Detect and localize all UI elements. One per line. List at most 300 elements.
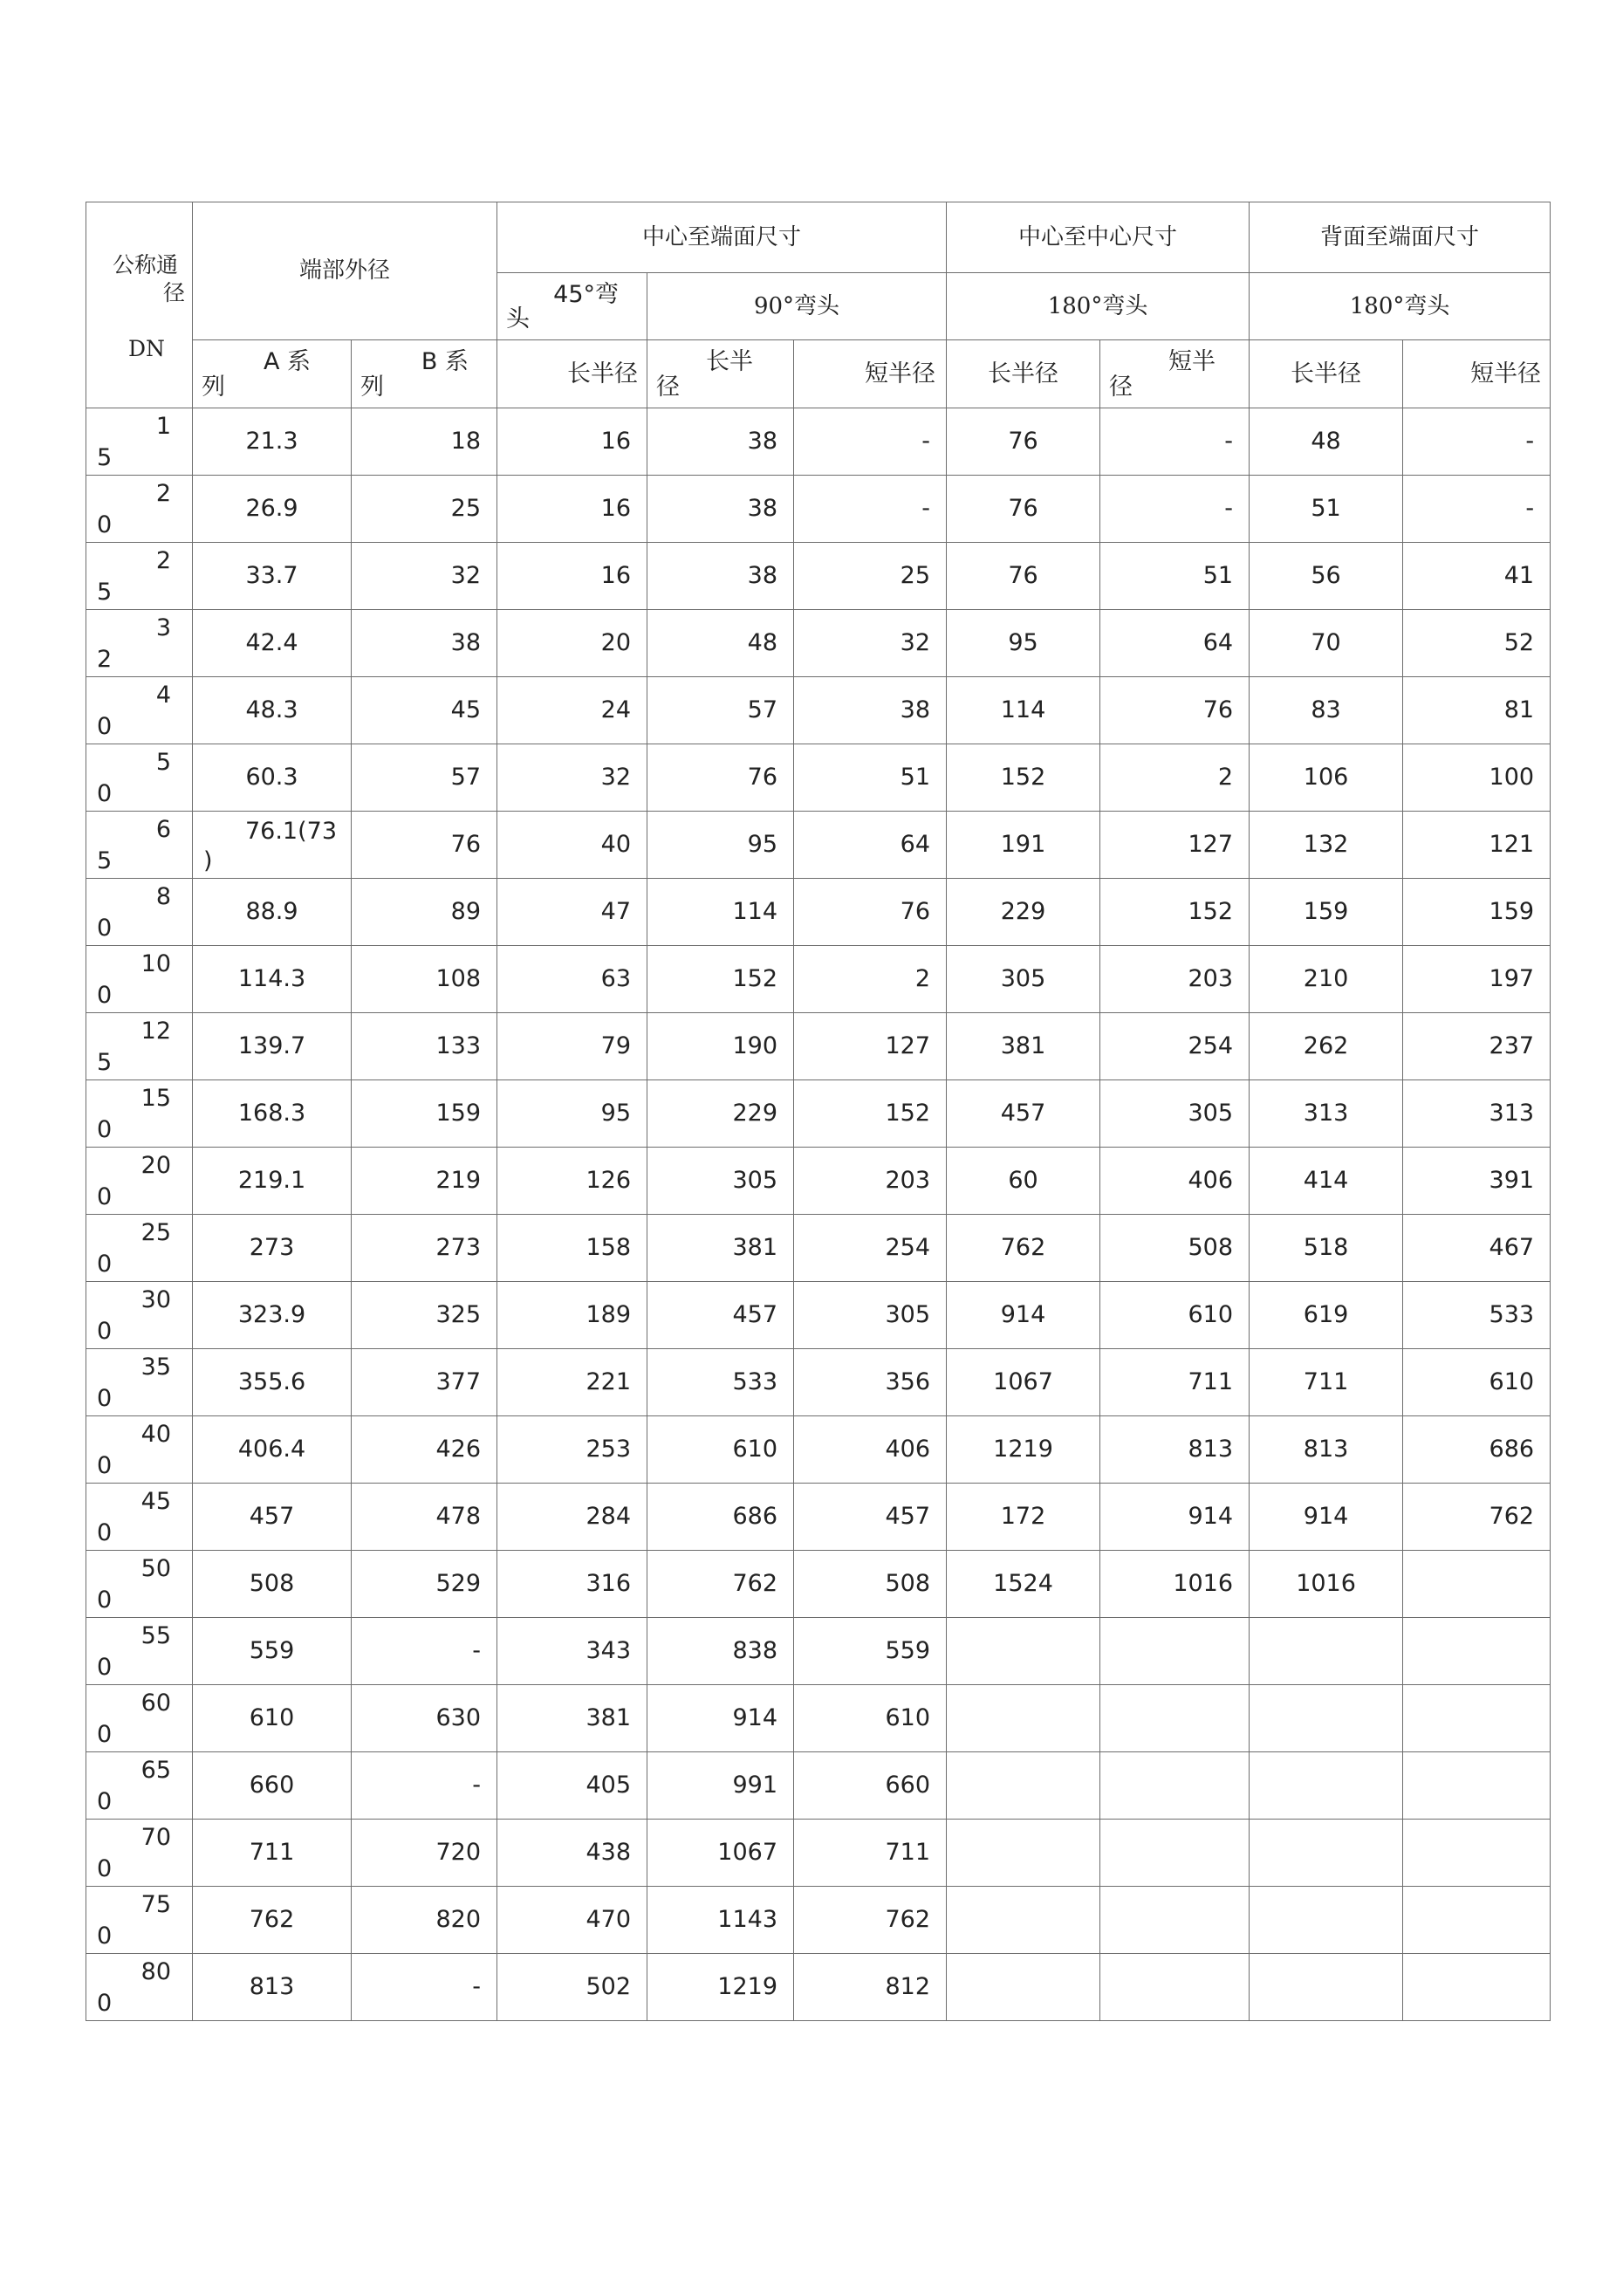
be-short-cell: 41 bbox=[1403, 543, 1551, 610]
dn-cell bbox=[86, 1349, 193, 1416]
elbow90-long-cell: 38 bbox=[647, 543, 794, 610]
dn-cell-bottom: 0 bbox=[97, 982, 113, 1010]
cc-long-cell bbox=[947, 1887, 1100, 1954]
center-to-center-header: 中心至中心尺寸 bbox=[947, 202, 1250, 273]
cc-short-cell: 152 bbox=[1100, 879, 1250, 946]
elbow45-long-cell: 40 bbox=[497, 812, 647, 879]
series-b-cell: 325 bbox=[352, 1282, 497, 1349]
be-long-cell bbox=[1250, 1685, 1403, 1752]
series-a-cell: 168.3 bbox=[193, 1080, 352, 1148]
long-radius-180cc-header: 长半径 bbox=[947, 340, 1100, 408]
cc-short-cell: 127 bbox=[1100, 812, 1250, 879]
dn-cell-bottom: 0 bbox=[97, 1788, 113, 1816]
dn-cell bbox=[86, 1013, 193, 1080]
elbow45-header-top: 45°弯 bbox=[553, 281, 620, 308]
cc-long-cell: 152 bbox=[947, 744, 1100, 812]
elbow90-short-cell: 305 bbox=[794, 1282, 947, 1349]
elbow90-short-cell: 38 bbox=[794, 677, 947, 744]
series-a-cell: 762 bbox=[193, 1887, 352, 1954]
dn-header-line1: 公称通 bbox=[113, 252, 179, 278]
elbow45-long-cell: 405 bbox=[497, 1752, 647, 1820]
table-row bbox=[86, 1349, 1551, 1416]
long-radius-180be-header: 长半径 bbox=[1250, 340, 1403, 408]
dn-cell bbox=[86, 610, 193, 677]
dn-cell-top: 4 bbox=[155, 682, 171, 709]
cc-short-cell: - bbox=[1100, 476, 1250, 543]
series-b-cell: 133 bbox=[352, 1013, 497, 1080]
elbow45-long-cell: 158 bbox=[497, 1215, 647, 1282]
series-b-cell: 273 bbox=[352, 1215, 497, 1282]
series-a-header bbox=[193, 340, 352, 408]
dn-cell-top: 65 bbox=[140, 1757, 171, 1784]
table-row bbox=[86, 1685, 1551, 1752]
be-long-cell bbox=[1250, 1618, 1403, 1685]
short-radius-180cc-header bbox=[1100, 340, 1250, 408]
dn-cell-bottom: 0 bbox=[97, 1922, 113, 1950]
elbow90-long-cell: 991 bbox=[647, 1752, 794, 1820]
table-row bbox=[86, 1752, 1551, 1820]
series-a-cell: 139.7 bbox=[193, 1013, 352, 1080]
be-short-cell: 610 bbox=[1403, 1349, 1551, 1416]
dn-cell-top: 40 bbox=[140, 1421, 171, 1448]
dn-cell-top: 75 bbox=[140, 1891, 171, 1918]
be-short-cell bbox=[1403, 1551, 1551, 1618]
table-row bbox=[86, 408, 1551, 476]
elbow180-be-header: 180°弯头 bbox=[1250, 273, 1551, 340]
dn-cell-bottom: 0 bbox=[97, 1183, 113, 1211]
cc-short-cell: 711 bbox=[1100, 1349, 1250, 1416]
short-radius-180cc-header-bottom: 径 bbox=[1109, 374, 1133, 401]
series-a-cell: 711 bbox=[193, 1820, 352, 1887]
elbow45-long-cell: 20 bbox=[497, 610, 647, 677]
dn-cell bbox=[86, 677, 193, 744]
elbow90-long-cell: 610 bbox=[647, 1416, 794, 1484]
series-a-cell: 559 bbox=[193, 1618, 352, 1685]
elbow90-short-cell: 25 bbox=[794, 543, 947, 610]
elbow90-long-cell: 152 bbox=[647, 946, 794, 1013]
series-b-cell: 18 bbox=[352, 408, 497, 476]
be-long-cell: 619 bbox=[1250, 1282, 1403, 1349]
cc-short-cell bbox=[1100, 1618, 1250, 1685]
cc-short-cell: 610 bbox=[1100, 1282, 1250, 1349]
be-long-cell: 51 bbox=[1250, 476, 1403, 543]
elbow90-short-cell: 711 bbox=[794, 1820, 947, 1887]
elbow90-short-cell: 762 bbox=[794, 1887, 947, 1954]
cc-short-cell: 203 bbox=[1100, 946, 1250, 1013]
elbow90-short-cell: 660 bbox=[794, 1752, 947, 1820]
cc-short-cell bbox=[1100, 1820, 1250, 1887]
dn-cell-bottom: 0 bbox=[97, 1452, 113, 1480]
series-a-cell: 114.3 bbox=[193, 946, 352, 1013]
cc-long-cell: 762 bbox=[947, 1215, 1100, 1282]
dn-cell-bottom: 0 bbox=[97, 780, 113, 808]
elbow90-long-cell: 1067 bbox=[647, 1820, 794, 1887]
dn-cell-bottom: 5 bbox=[97, 579, 113, 607]
dn-cell-top: 8 bbox=[155, 883, 171, 910]
dn-cell-top: 55 bbox=[140, 1622, 171, 1649]
elbow90-long-cell: 762 bbox=[647, 1551, 794, 1618]
cc-short-cell: 406 bbox=[1100, 1148, 1250, 1215]
be-short-cell: 686 bbox=[1403, 1416, 1551, 1484]
elbow90-short-cell: 356 bbox=[794, 1349, 947, 1416]
dn-cell bbox=[86, 543, 193, 610]
series-b-cell: 529 bbox=[352, 1551, 497, 1618]
dn-cell-top: 10 bbox=[140, 950, 171, 977]
elbow45-long-cell: 189 bbox=[497, 1282, 647, 1349]
table-row bbox=[86, 812, 1551, 879]
table-row bbox=[86, 1416, 1551, 1484]
series-b-cell: 45 bbox=[352, 677, 497, 744]
cc-short-cell: - bbox=[1100, 408, 1250, 476]
dn-cell bbox=[86, 744, 193, 812]
dn-cell bbox=[86, 408, 193, 476]
cc-long-cell: 191 bbox=[947, 812, 1100, 879]
dn-cell-top: 30 bbox=[140, 1286, 171, 1313]
cc-short-cell: 76 bbox=[1100, 677, 1250, 744]
elbow90-long-cell: 57 bbox=[647, 677, 794, 744]
cc-long-cell: 172 bbox=[947, 1484, 1100, 1551]
be-long-cell bbox=[1250, 1752, 1403, 1820]
cc-long-cell: 95 bbox=[947, 610, 1100, 677]
cc-short-cell bbox=[1100, 1685, 1250, 1752]
elbow90-long-cell: 686 bbox=[647, 1484, 794, 1551]
dn-cell bbox=[86, 476, 193, 543]
table-row bbox=[86, 543, 1551, 610]
series-b-header-top: B 系 bbox=[421, 348, 469, 375]
outer-diameter-header: 端部外径 bbox=[193, 202, 497, 340]
dn-cell bbox=[86, 1215, 193, 1282]
series-b-cell: 377 bbox=[352, 1349, 497, 1416]
dn-cell bbox=[86, 946, 193, 1013]
long-radius-90-header-top: 长半 bbox=[706, 348, 754, 375]
dn-cell-bottom: 0 bbox=[97, 1654, 113, 1682]
series-b-cell: 108 bbox=[352, 946, 497, 1013]
dn-cell-top: 5 bbox=[155, 749, 171, 776]
series-b-cell: 478 bbox=[352, 1484, 497, 1551]
elbow45-long-cell: 16 bbox=[497, 543, 647, 610]
series-b-cell: - bbox=[352, 1954, 497, 2021]
cc-long-cell: 114 bbox=[947, 677, 1100, 744]
cc-long-cell bbox=[947, 1685, 1100, 1752]
dn-cell-top: 15 bbox=[140, 1085, 171, 1112]
dn-cell bbox=[86, 1416, 193, 1484]
table-row bbox=[86, 946, 1551, 1013]
dn-cell bbox=[86, 1618, 193, 1685]
be-short-cell bbox=[1403, 1685, 1551, 1752]
elbow90-short-cell: 559 bbox=[794, 1618, 947, 1685]
dn-cell-bottom: 0 bbox=[97, 1318, 113, 1346]
elbow45-long-cell: 79 bbox=[497, 1013, 647, 1080]
elbow45-long-cell: 381 bbox=[497, 1685, 647, 1752]
dn-cell-top: 12 bbox=[140, 1018, 171, 1045]
elbow-dimension-table bbox=[86, 202, 1551, 2021]
dn-cell bbox=[86, 1752, 193, 1820]
series-a-cell: 273 bbox=[193, 1215, 352, 1282]
dn-cell-top: 2 bbox=[155, 547, 171, 574]
elbow90-short-cell: 610 bbox=[794, 1685, 947, 1752]
dn-cell bbox=[86, 1484, 193, 1551]
elbow45-long-cell: 316 bbox=[497, 1551, 647, 1618]
series-b-cell: 159 bbox=[352, 1080, 497, 1148]
elbow45-long-cell: 343 bbox=[497, 1618, 647, 1685]
cc-long-cell: 60 bbox=[947, 1148, 1100, 1215]
dn-cell-bottom: 0 bbox=[97, 1855, 113, 1883]
series-a-cell bbox=[193, 812, 352, 879]
series-b-cell: - bbox=[352, 1752, 497, 1820]
elbow45-long-cell: 47 bbox=[497, 879, 647, 946]
elbow45-long-cell: 24 bbox=[497, 677, 647, 744]
dn-cell bbox=[86, 812, 193, 879]
table-row bbox=[86, 1820, 1551, 1887]
dn-cell bbox=[86, 1954, 193, 2021]
be-long-cell: 48 bbox=[1250, 408, 1403, 476]
dn-header-line3: DN bbox=[128, 336, 165, 361]
cc-long-cell: 1067 bbox=[947, 1349, 1100, 1416]
dn-cell-top: 20 bbox=[140, 1152, 171, 1179]
cc-short-cell: 51 bbox=[1100, 543, 1250, 610]
cc-short-cell: 64 bbox=[1100, 610, 1250, 677]
elbow90-short-cell: 64 bbox=[794, 812, 947, 879]
series-a-cell: 88.9 bbox=[193, 879, 352, 946]
elbow90-short-cell: 812 bbox=[794, 1954, 947, 2021]
elbow90-long-cell: 76 bbox=[647, 744, 794, 812]
be-long-cell: 159 bbox=[1250, 879, 1403, 946]
cc-short-cell: 254 bbox=[1100, 1013, 1250, 1080]
elbow45-long-cell: 221 bbox=[497, 1349, 647, 1416]
dn-cell-bottom: 0 bbox=[97, 511, 113, 539]
elbow90-long-cell: 305 bbox=[647, 1148, 794, 1215]
be-short-cell bbox=[1403, 1954, 1551, 2021]
series-a-cell: 48.3 bbox=[193, 677, 352, 744]
table-row bbox=[86, 1215, 1551, 1282]
elbow90-header: 90°弯头 bbox=[647, 273, 947, 340]
be-short-cell: 197 bbox=[1403, 946, 1551, 1013]
elbow45-long-cell: 502 bbox=[497, 1954, 647, 2021]
be-long-cell: 313 bbox=[1250, 1080, 1403, 1148]
cc-short-cell bbox=[1100, 1887, 1250, 1954]
be-short-cell bbox=[1403, 1752, 1551, 1820]
be-long-cell: 1016 bbox=[1250, 1551, 1403, 1618]
elbow45-header bbox=[497, 273, 647, 340]
dn-cell-bottom: 0 bbox=[97, 915, 113, 942]
elbow45-long-cell: 16 bbox=[497, 408, 647, 476]
be-long-cell: 813 bbox=[1250, 1416, 1403, 1484]
series-a-cell-bottom: ) bbox=[203, 847, 213, 875]
table-row bbox=[86, 1282, 1551, 1349]
table-row bbox=[86, 1080, 1551, 1148]
series-b-cell: 57 bbox=[352, 744, 497, 812]
elbow45-long-cell: 126 bbox=[497, 1148, 647, 1215]
dn-cell-top: 35 bbox=[140, 1354, 171, 1381]
dn-cell-bottom: 0 bbox=[97, 1519, 113, 1547]
be-short-cell: - bbox=[1403, 476, 1551, 543]
dn-cell bbox=[86, 1820, 193, 1887]
be-long-cell: 711 bbox=[1250, 1349, 1403, 1416]
cc-short-cell: 1016 bbox=[1100, 1551, 1250, 1618]
elbow90-short-cell: 51 bbox=[794, 744, 947, 812]
short-radius-90-header: 短半径 bbox=[794, 340, 947, 408]
series-b-cell: - bbox=[352, 1618, 497, 1685]
dn-cell-bottom: 0 bbox=[97, 1587, 113, 1614]
be-long-cell: 518 bbox=[1250, 1215, 1403, 1282]
be-long-cell: 56 bbox=[1250, 543, 1403, 610]
cc-long-cell: 1524 bbox=[947, 1551, 1100, 1618]
cc-long-cell: 76 bbox=[947, 408, 1100, 476]
be-short-cell: 121 bbox=[1403, 812, 1551, 879]
elbow90-long-cell: 229 bbox=[647, 1080, 794, 1148]
dn-cell-bottom: 0 bbox=[97, 1721, 113, 1749]
center-to-end-header: 中心至端面尺寸 bbox=[497, 202, 947, 273]
elbow45-long-cell: 32 bbox=[497, 744, 647, 812]
series-a-cell: 610 bbox=[193, 1685, 352, 1752]
elbow45-long-cell: 63 bbox=[497, 946, 647, 1013]
elbow90-short-cell: 203 bbox=[794, 1148, 947, 1215]
cc-short-cell: 813 bbox=[1100, 1416, 1250, 1484]
dn-cell bbox=[86, 1887, 193, 1954]
be-short-cell: 467 bbox=[1403, 1215, 1551, 1282]
be-short-cell bbox=[1403, 1820, 1551, 1887]
dn-cell bbox=[86, 1080, 193, 1148]
elbow90-long-cell: 1143 bbox=[647, 1887, 794, 1954]
elbow45-header-bottom: 头 bbox=[506, 305, 531, 333]
table-row bbox=[86, 1484, 1551, 1551]
dn-cell-bottom: 5 bbox=[97, 847, 113, 875]
series-a-cell: 323.9 bbox=[193, 1282, 352, 1349]
dn-cell-top: 6 bbox=[155, 816, 171, 843]
dn-cell-top: 1 bbox=[155, 413, 171, 440]
cc-long-cell: 914 bbox=[947, 1282, 1100, 1349]
elbow180-cc-header: 180°弯头 bbox=[947, 273, 1250, 340]
series-b-cell: 89 bbox=[352, 879, 497, 946]
table-row bbox=[86, 1148, 1551, 1215]
cc-short-cell bbox=[1100, 1752, 1250, 1820]
dn-cell-top: 60 bbox=[140, 1689, 171, 1717]
elbow90-long-cell: 381 bbox=[647, 1215, 794, 1282]
dn-cell-top: 45 bbox=[140, 1488, 171, 1515]
series-a-cell-top: 76.1(73 bbox=[244, 818, 337, 845]
series-a-cell: 42.4 bbox=[193, 610, 352, 677]
elbow45-long-cell: 438 bbox=[497, 1820, 647, 1887]
table-row bbox=[86, 1551, 1551, 1618]
series-a-cell: 660 bbox=[193, 1752, 352, 1820]
table-row bbox=[86, 744, 1551, 812]
be-long-cell: 262 bbox=[1250, 1013, 1403, 1080]
series-b-cell: 38 bbox=[352, 610, 497, 677]
cc-long-cell: 76 bbox=[947, 543, 1100, 610]
elbow90-long-cell: 838 bbox=[647, 1618, 794, 1685]
be-long-cell: 132 bbox=[1250, 812, 1403, 879]
dn-cell-bottom: 0 bbox=[97, 1116, 113, 1144]
cc-long-cell: 76 bbox=[947, 476, 1100, 543]
cc-long-cell: 229 bbox=[947, 879, 1100, 946]
table-row bbox=[86, 1954, 1551, 2021]
cc-long-cell bbox=[947, 1618, 1100, 1685]
series-a-cell: 355.6 bbox=[193, 1349, 352, 1416]
dn-cell-top: 25 bbox=[140, 1219, 171, 1246]
elbow90-short-cell: 406 bbox=[794, 1416, 947, 1484]
table-row bbox=[86, 476, 1551, 543]
be-short-cell: 52 bbox=[1403, 610, 1551, 677]
cc-long-cell: 457 bbox=[947, 1080, 1100, 1148]
be-short-cell: 762 bbox=[1403, 1484, 1551, 1551]
table-row bbox=[86, 1618, 1551, 1685]
table-row bbox=[86, 879, 1551, 946]
series-b-cell: 32 bbox=[352, 543, 497, 610]
elbow90-short-cell: - bbox=[794, 476, 947, 543]
long-radius-90-header-bottom: 径 bbox=[656, 374, 681, 401]
elbow90-long-cell: 914 bbox=[647, 1685, 794, 1752]
dn-cell-top: 80 bbox=[140, 1958, 171, 1985]
elbow90-short-cell: 2 bbox=[794, 946, 947, 1013]
series-a-header-top: A 系 bbox=[263, 348, 311, 375]
be-short-cell: 81 bbox=[1403, 677, 1551, 744]
be-short-cell: 313 bbox=[1403, 1080, 1551, 1148]
elbow45-long-cell: 16 bbox=[497, 476, 647, 543]
be-short-cell: 100 bbox=[1403, 744, 1551, 812]
dn-cell-bottom: 5 bbox=[97, 1049, 113, 1077]
elbow90-short-cell: 457 bbox=[794, 1484, 947, 1551]
dn-cell bbox=[86, 1148, 193, 1215]
be-short-cell: 159 bbox=[1403, 879, 1551, 946]
dn-header bbox=[86, 202, 193, 408]
dn-cell-bottom: 0 bbox=[97, 713, 113, 741]
series-b-cell: 820 bbox=[352, 1887, 497, 1954]
elbow90-short-cell: 32 bbox=[794, 610, 947, 677]
dn-cell-bottom: 0 bbox=[97, 1990, 113, 2018]
dn-cell-bottom: 5 bbox=[97, 444, 113, 472]
cc-short-cell: 508 bbox=[1100, 1215, 1250, 1282]
series-a-cell: 60.3 bbox=[193, 744, 352, 812]
elbow90-long-cell: 38 bbox=[647, 476, 794, 543]
elbow90-long-cell: 38 bbox=[647, 408, 794, 476]
dn-cell-top: 2 bbox=[155, 480, 171, 507]
dn-cell bbox=[86, 1551, 193, 1618]
elbow90-long-cell: 190 bbox=[647, 1013, 794, 1080]
be-long-cell: 70 bbox=[1250, 610, 1403, 677]
be-short-cell: 391 bbox=[1403, 1148, 1551, 1215]
cc-long-cell: 305 bbox=[947, 946, 1100, 1013]
short-radius-180be-header: 短半径 bbox=[1403, 340, 1551, 408]
elbow90-short-cell: 127 bbox=[794, 1013, 947, 1080]
dn-cell-bottom: 0 bbox=[97, 1251, 113, 1278]
dn-cell-bottom: 0 bbox=[97, 1385, 113, 1413]
be-short-cell: 533 bbox=[1403, 1282, 1551, 1349]
be-short-cell: 237 bbox=[1403, 1013, 1551, 1080]
elbow45-long-cell: 95 bbox=[497, 1080, 647, 1148]
series-a-cell: 813 bbox=[193, 1954, 352, 2021]
back-to-end-header: 背面至端面尺寸 bbox=[1250, 202, 1551, 273]
elbow90-short-cell: 254 bbox=[794, 1215, 947, 1282]
elbow90-long-cell: 114 bbox=[647, 879, 794, 946]
be-long-cell: 414 bbox=[1250, 1148, 1403, 1215]
series-b-cell: 219 bbox=[352, 1148, 497, 1215]
elbow90-short-cell: - bbox=[794, 408, 947, 476]
be-short-cell bbox=[1403, 1618, 1551, 1685]
cc-short-cell: 305 bbox=[1100, 1080, 1250, 1148]
table-row bbox=[86, 1887, 1551, 1954]
cc-short-cell bbox=[1100, 1954, 1250, 2021]
elbow90-long-cell: 48 bbox=[647, 610, 794, 677]
cc-long-cell: 381 bbox=[947, 1013, 1100, 1080]
elbow45-long-cell: 470 bbox=[497, 1887, 647, 1954]
short-radius-180cc-header-top: 短半 bbox=[1168, 348, 1216, 375]
series-b-cell: 426 bbox=[352, 1416, 497, 1484]
series-b-header-bottom: 列 bbox=[360, 374, 384, 401]
elbow45-long-cell: 253 bbox=[497, 1416, 647, 1484]
elbow90-long-cell: 1219 bbox=[647, 1954, 794, 2021]
series-a-cell: 21.3 bbox=[193, 408, 352, 476]
series-b-cell: 630 bbox=[352, 1685, 497, 1752]
